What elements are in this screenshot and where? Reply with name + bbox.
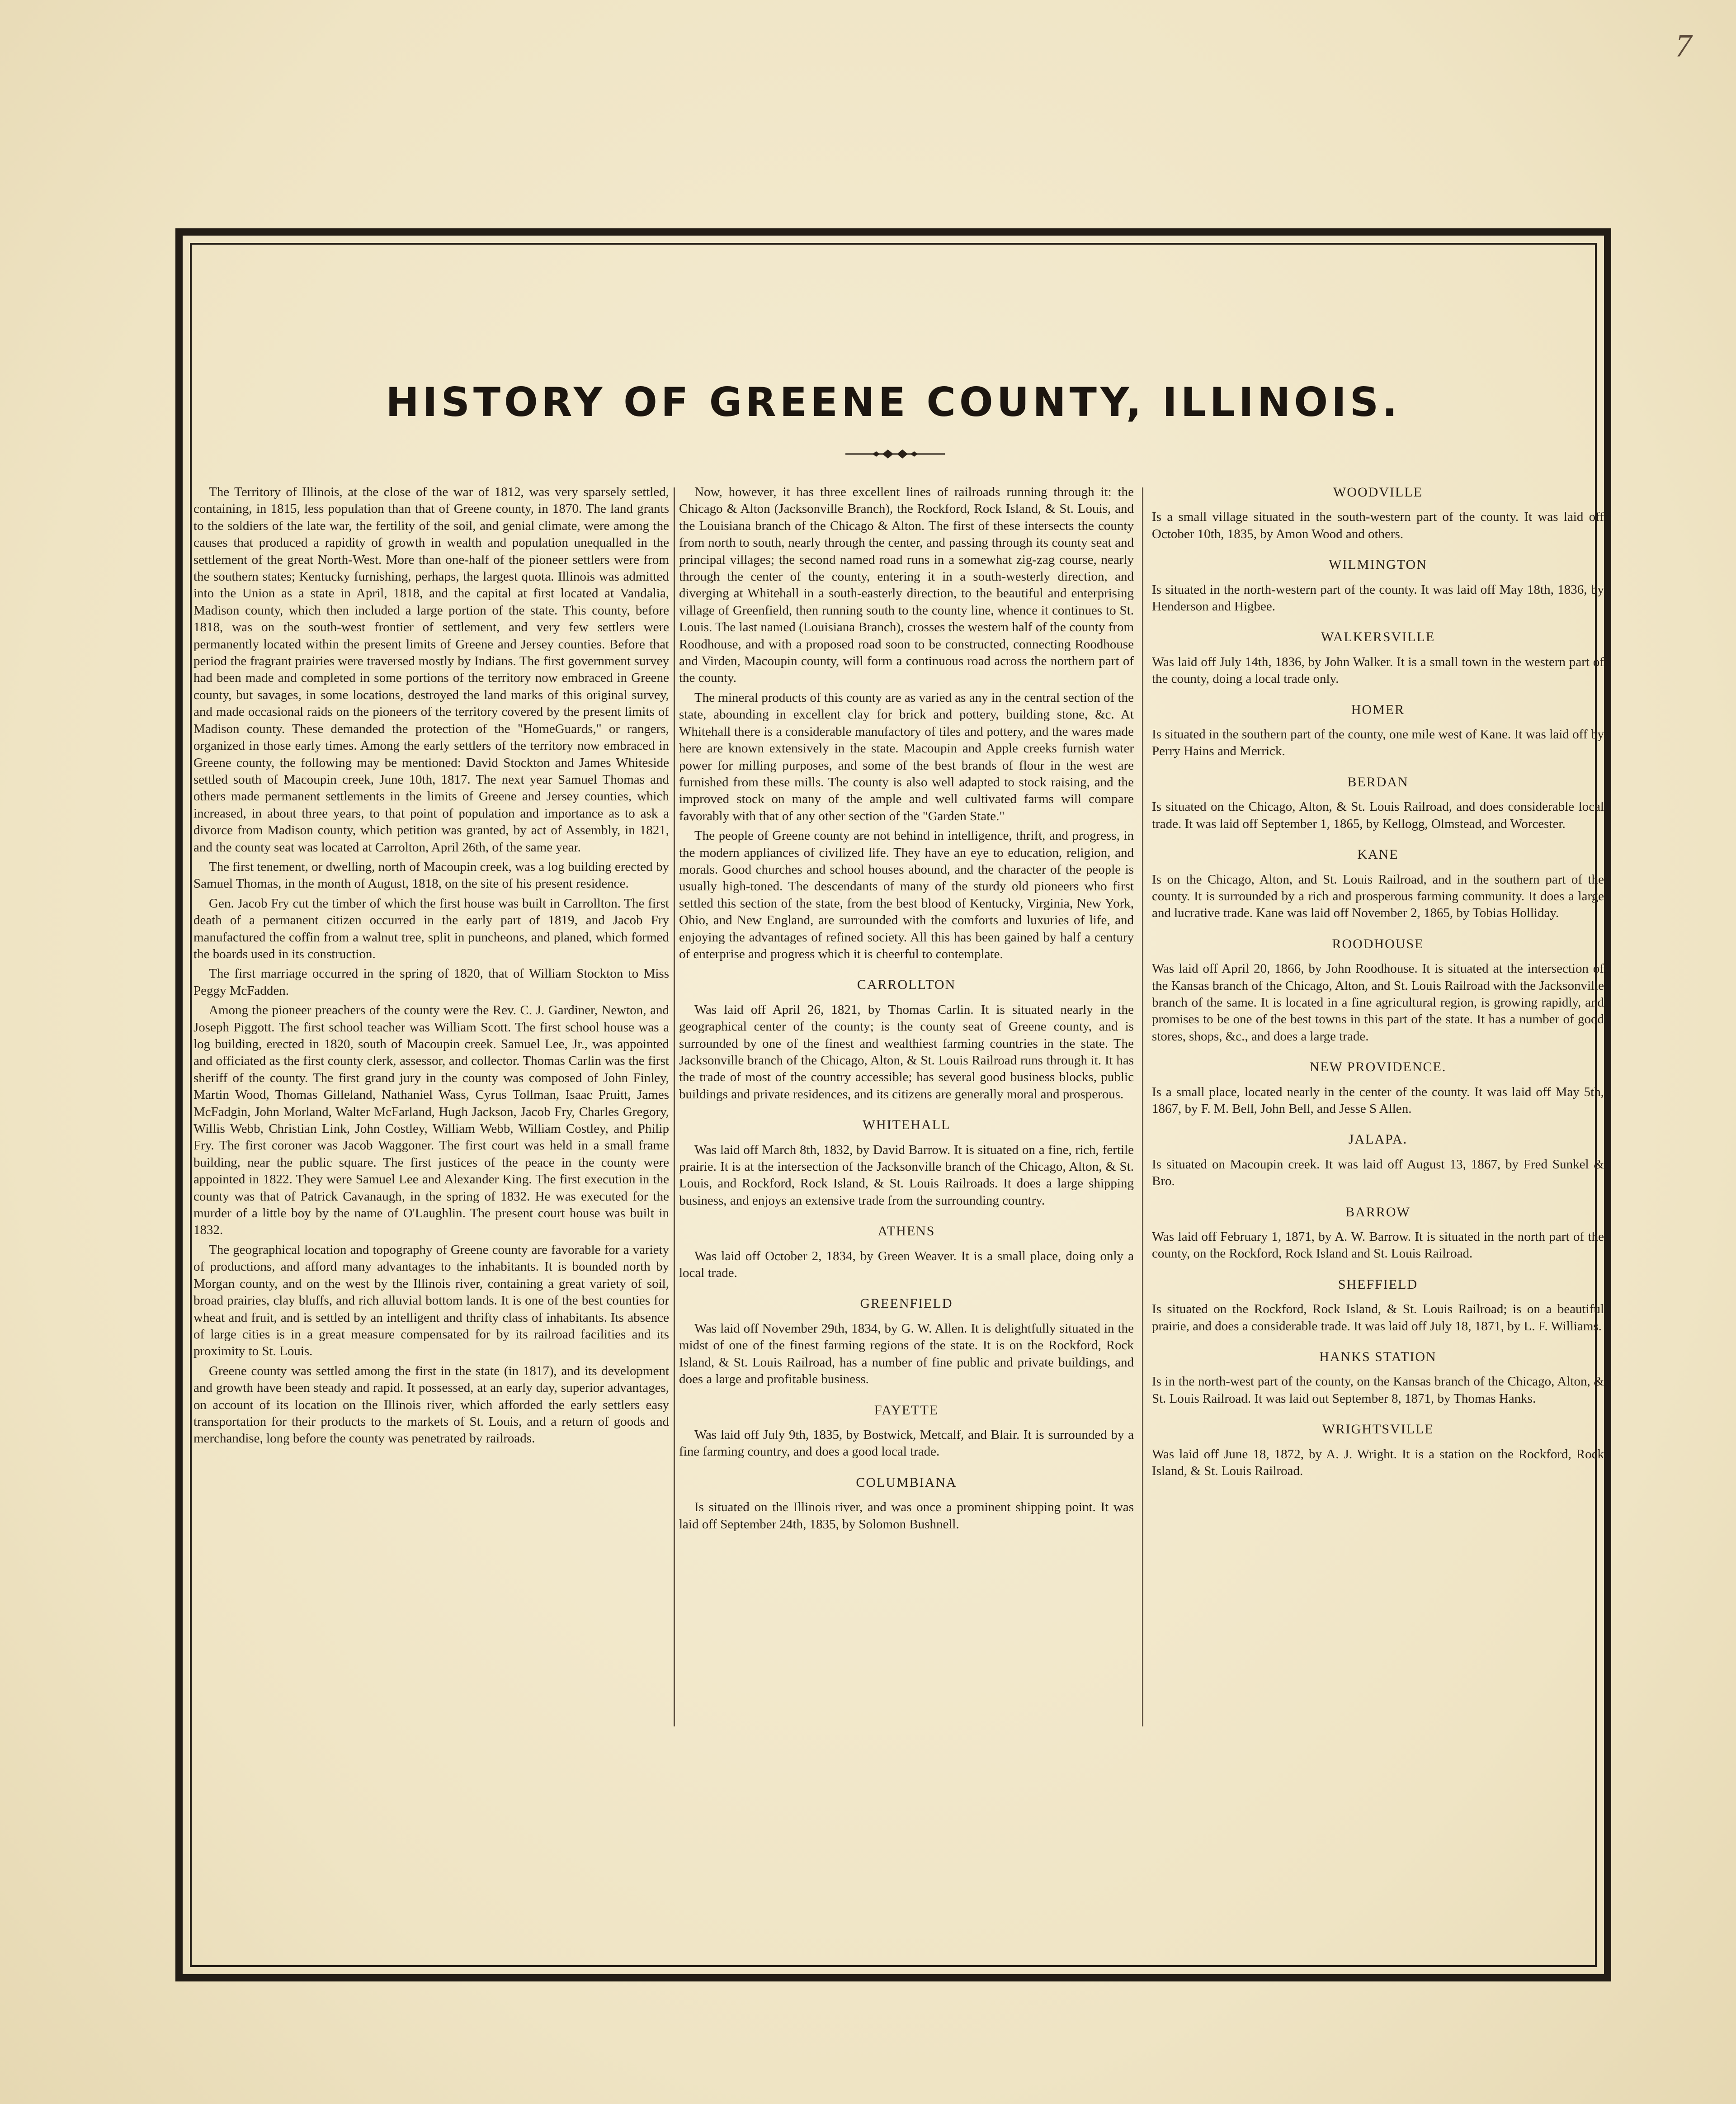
- town-description: Was laid off April 20, 1866, by John Roodhouse. It is situated at the intersection of the Kansas branch of the Chicago, Alton, and St. Louis Railroad with the Jacksonville branch of the same. It is located in a fine agricultural region, is growing rapidly, and promises to be one of the best towns in this part of the state. It has a number of good stores, shops, &c., and does a large trade.: [1152, 961, 1604, 1044]
- town-heading: HANKS STATION: [1319, 1349, 1437, 1365]
- history-paragraph: The geographical location and topography of Greene county are favorable for a variety of productions, and afford many advantages to the inhabitants. It is bounded north by Morgan county, and on the west by the Illinois river, containing a great variety of soil, broad prairies, clay bluffs, and rich alluvial bottom lands. It is one of the best counties for wheat and fruit, and is settled by an intelligent and thrifty class of inhabitants. Its absence of large cities is in a great measure compensated for by its railroad facilities and its proximity to St. Louis.: [193, 1242, 669, 1359]
- town-description: Was laid off February 1, 1871, by A. W. Barrow. It is situated in the north part of the county, on the Rockford, Rock Island and St. Louis Railroad.: [1152, 1229, 1604, 1261]
- town-heading: WRIGHTSVILLE: [1322, 1422, 1434, 1437]
- town-description: Was laid off April 26, 1821, by Thomas Carlin. It is situated nearly in the geographical center of the county; is the county seat of Greene county, and is surrounded by one of the finest and wealthiest farming countries in the state. The Jacksonville branch of the Chicago, Alton, & St. Louis Railroad runs through it. It has the trade of most of the country accessible; has several good business blocks, public buildings and private residences, and its citizens are generally moral and prosperous.: [679, 1002, 1134, 1102]
- town-heading: KANE: [1357, 847, 1399, 862]
- town-heading: JALAPA.: [1348, 1132, 1408, 1147]
- town-heading: NEW PROVIDENCE.: [1309, 1059, 1447, 1075]
- town-heading: ROODHOUSE: [1332, 936, 1424, 951]
- town-heading: WILMINGTON: [1329, 557, 1427, 572]
- history-paragraph: The mineral products of this county are as varied as any in the central section of the state, abounding in excellent clay for brick and pottery, building stone, &c. At Whitehall there is a considerable manufactory of tiles and pottery, and the wares made here are known extensively in the state. Macoupin and Apple creeks furnish water power for milling purposes, and some of the best brands of flour in the west are furnished from these mills. The county is also well adapted to stock raising, and the improved stock on many of the ample and well cultivated farms will compare favorably with that of any other section of the "Garden State.": [679, 690, 1134, 823]
- page-title: HISTORY OF GREENE COUNTY, ILLINOIS.: [386, 379, 1401, 426]
- town-heading: BARROW: [1345, 1204, 1410, 1220]
- town-description: Is in the north-west part of the county, on the Kansas branch of the Chicago, Alton, & St. Louis Railroad. It was laid out September 8, 1871, by Thomas Hanks.: [1152, 1374, 1604, 1406]
- history-column-3: [1152, 484, 1604, 1732]
- town-description: Is a small village situated in the south-western part of the county. It was laid off October 10th, 1835, by Amon Wood and others.: [1152, 510, 1604, 541]
- history-paragraph: The first marriage occurred in the spring of 1820, that of William Stockton to Miss Peggy McFadden.: [193, 966, 669, 998]
- town-heading: ATHENS: [877, 1224, 935, 1239]
- column-divider: [674, 487, 675, 1726]
- history-paragraph: The people of Greene county are not behind in intelligence, thrift, and progress, in the modern appliances of civilized life. They have an eye to education, religion, and morals. Good churches and school houses abound, and the character of the people is usually high-toned. The descendants of many of the sturdy old pioneers who first settled this section of the state, from the best blood of Kentucky, Virginia, New York, Ohio, and New England, are surrounded with the comforts and luxuries of life, and enjoying the advantages of refined society. All this has been gained by half a century of enterprise and progress which it is cheerful to contemplate.: [679, 828, 1134, 961]
- town-description: Is situated on the Rockford, Rock Island, & St. Louis Railroad; is on a beautiful prairie, and does a considerable trade. It was laid off July 18, 1871, by L. F. Williams.: [1152, 1302, 1604, 1333]
- town-heading: WOODVILLE: [1333, 485, 1423, 500]
- column-divider: [1142, 487, 1143, 1726]
- history-paragraph: The Territory of Illinois, at the close of the war of 1812, was very sparsely settled, containing, in 1815, less population than that of Greene county, in 1870. The land grants to the soldiers of the late war, the fertility of the soil, and genial climate, were among the causes that produced a rapidity of growth in wealth and population unequalled in the settlement of the great North-West. More than one-half of the pioneer settlers were from the southern states; Kentucky furnishing, perhaps, the largest quota. Illinois was admitted into the Union as a state in April, 1818, and the capital at first located at Vandalia, Madison county, which then included a large portion of the state. This county, before 1818, was on the south-west frontier of settlement, and very few settlers were permanently located within the present limits of Greene and Jersey counties. Before that period the fragrant prairies were traversed mostly by Indians. The first government survey had been made and completed in some portions of the territory now embraced in Greene county, but savages, in some locations, destroyed the land marks of this original survey, and made occasional raids on the pioneers of the territory covered by the present limits of Madison county. These demanded the protection of the "HomeGuards," or rangers, organized in those early times. Among the early settlers of the territory now embraced in Greene county, the following may be mentioned: David Stockton and James Whiteside settled south of Macoupin creek, June 10th, 1817. The next year Samuel Thomas and others made permanent settlements in the limits of Greene and Jersey counties, which increased, in about three years, to that point of population and importance as to ask a divorce from Madison county, which petition was granted, by act of Assembly, in 1821, and the county seat was located at Carrolton, April 26th, of the same year.: [193, 485, 669, 855]
- town-description: Is situated on the Chicago, Alton, & St. Louis Railroad, and does considerable local trade. It was laid off September 1, 1865, by Kellogg, Olmstead, and Worcester.: [1152, 799, 1604, 831]
- town-description: Is situated in the southern part of the county, one mile west of Kane. It was laid off by Perry Hains and Merrick.: [1152, 727, 1604, 759]
- town-heading: SHEFFIELD: [1338, 1277, 1418, 1292]
- history-paragraph: Among the pioneer preachers of the county were the Rev. C. J. Gardiner, Newton, and Joseph Piggott. The first school teacher was William Scott. The first school house was a log building, erected in 1820, south of Macoupin creek. Samuel Lee, Jr., was appointed and officiated as the first county clerk, assessor, and collector. Thomas Carlin was the first sheriff of the county. The first grand jury in the county was composed of John Finley, Martin Wood, Thomas Gilleland, Nathaniel Wass, Cyrus Tollman, Isaac Pruitt, James McFadgin, John Morland, Walter McFarland, Hugh Jackson, Jacob Fry, Charles Gregory, Willis Webb, Christian Link, John Costley, William Webb, William Costley, and Philip Fry. The first coroner was Jacob Waggoner. The first court was held in a small frame building, near the public square. The first justices of the peace in the county were appointed in 1822. They were Samuel Lee and Alexander King. The first execution in the county was that of Patrick Cavanaugh, in the spring of 1832. He was executed for the murder of a little boy by the name of O'Laughlin. The present court house was built in 1832.: [193, 1003, 669, 1238]
- town-description: Was laid off July 9th, 1835, by Bostwick, Metcalf, and Blair. It is surrounded by a fine farming country, and does a good local trade.: [679, 1427, 1134, 1459]
- town-description: Is situated on Macoupin creek. It was laid off August 13, 1867, by Fred Sunkel & Bro.: [1152, 1157, 1604, 1189]
- town-description: Was laid off July 14th, 1836, by John Walker. It is a small town in the western part of the county, doing a local trade only.: [1152, 654, 1604, 686]
- town-heading: GREENFIELD: [860, 1296, 953, 1311]
- title-ornament: [845, 449, 945, 459]
- history-paragraph: The first tenement, or dwelling, north of Macoupin creek, was a log building erected by Samuel Thomas, in the month of August, 1818, on the site of his present residence.: [193, 859, 669, 891]
- page-number: 7: [1675, 28, 1692, 64]
- town-description: Was laid off October 2, 1834, by Green Weaver. It is a small place, doing only a local trade.: [679, 1248, 1134, 1281]
- town-description: Was laid off November 29th, 1834, by G. W. Allen. It is delightfully situated in the midst of one of the finest farming regions of the state. It is on the Rockford, Rock Island, & St. Louis Railroad, has a number of fine public and private buildings, and does a large and profitable business.: [679, 1321, 1134, 1387]
- town-heading: FAYETTE: [874, 1402, 939, 1418]
- town-heading: COLUMBIANA: [856, 1475, 957, 1490]
- history-paragraph: Now, however, it has three excellent lines of railroads running through it: the Chicago & Alton (Jacksonville Branch), the Rockford, Rock Island, & St. Louis, and the Louisiana branch of the Chicago & Alton. The first of these intersects the county from north to south, nearly through the center, and passing through its county seat and principal villages; the second named road runs in a somewhat zig-zag course, nearly through the center of the county, entering it in a south-westerly direction, and diverging at Whitehall in a south-easterly direction, to the beautiful and enterprising village of Greenfield, then running south to the county line, whence it continues to St. Louis. The last named (Louisiana Branch), crosses the western half of the county from Roodhouse, and with a proposed road soon to be constructed, connecting Roodhouse and Virden, Macoupin county, will form a continuous road across the northern part of the county.: [679, 485, 1134, 686]
- town-description: Was laid off June 18, 1872, by A. J. Wright. It is a station on the Rockford, Rock Island, & St. Louis Railroad.: [1152, 1447, 1604, 1479]
- town-heading: HOMER: [1351, 702, 1405, 717]
- town-description: Is situated in the north-western part of the county. It was laid off May 18th, 1836, by Henderson and Higbee.: [1152, 582, 1604, 614]
- town-description: Is a small place, located nearly in the center of the county. It was laid off May 5th, 1867, by F. M. Bell, John Bell, and Jesse S Allen.: [1152, 1084, 1604, 1116]
- history-paragraph: Gen. Jacob Fry cut the timber of which the first house was built in Carrollton. The first death of a permanent citizen occurred in the early part of 1819, and Jacob Fry manufactured the coffin from a walnut tree, split in puncheons, and planed, which formed the boards used in its construction.: [193, 896, 669, 961]
- history-column-1: [193, 484, 669, 1732]
- town-heading: WALKERSVILLE: [1321, 629, 1435, 645]
- history-paragraph: Greene county was settled among the first in the state (in 1817), and its development and growth have been steady and rapid. It possessed, at an early day, superior advantages, on account of its location on the Illinois river, which afforded the early settlers easy transportation for their products to the markets of St. Louis, and a return of goods and merchandise, long before the county was penetrated by railroads.: [193, 1363, 669, 1446]
- town-heading: CARROLLTON: [857, 977, 956, 993]
- town-heading: BERDAN: [1347, 774, 1409, 790]
- history-column-2: [679, 484, 1134, 1732]
- town-heading: WHITEHALL: [862, 1117, 951, 1133]
- town-description: Was laid off March 8th, 1832, by David Barrow. It is situated on a fine, rich, fertile prairie. It is at the intersection of the Jacksonville branch of the Chicago, Alton, & St. Louis, and Rockford, Rock Island, & St. Louis Railroads. It does a large shipping business, and enjoys an extensive trade from the surrounding country.: [679, 1142, 1134, 1208]
- town-description: Is situated on the Illinois river, and was once a prominent shipping point. It was laid off September 24th, 1835, by Solomon Bushnell.: [679, 1500, 1134, 1532]
- town-description: Is on the Chicago, Alton, and St. Louis Railroad, and in the southern part of the county. It is surrounded by a rich and prosperous farming community. It does a large and lucrative trade. Kane was laid off November 2, 1865, by Tobias Holliday.: [1152, 872, 1604, 921]
